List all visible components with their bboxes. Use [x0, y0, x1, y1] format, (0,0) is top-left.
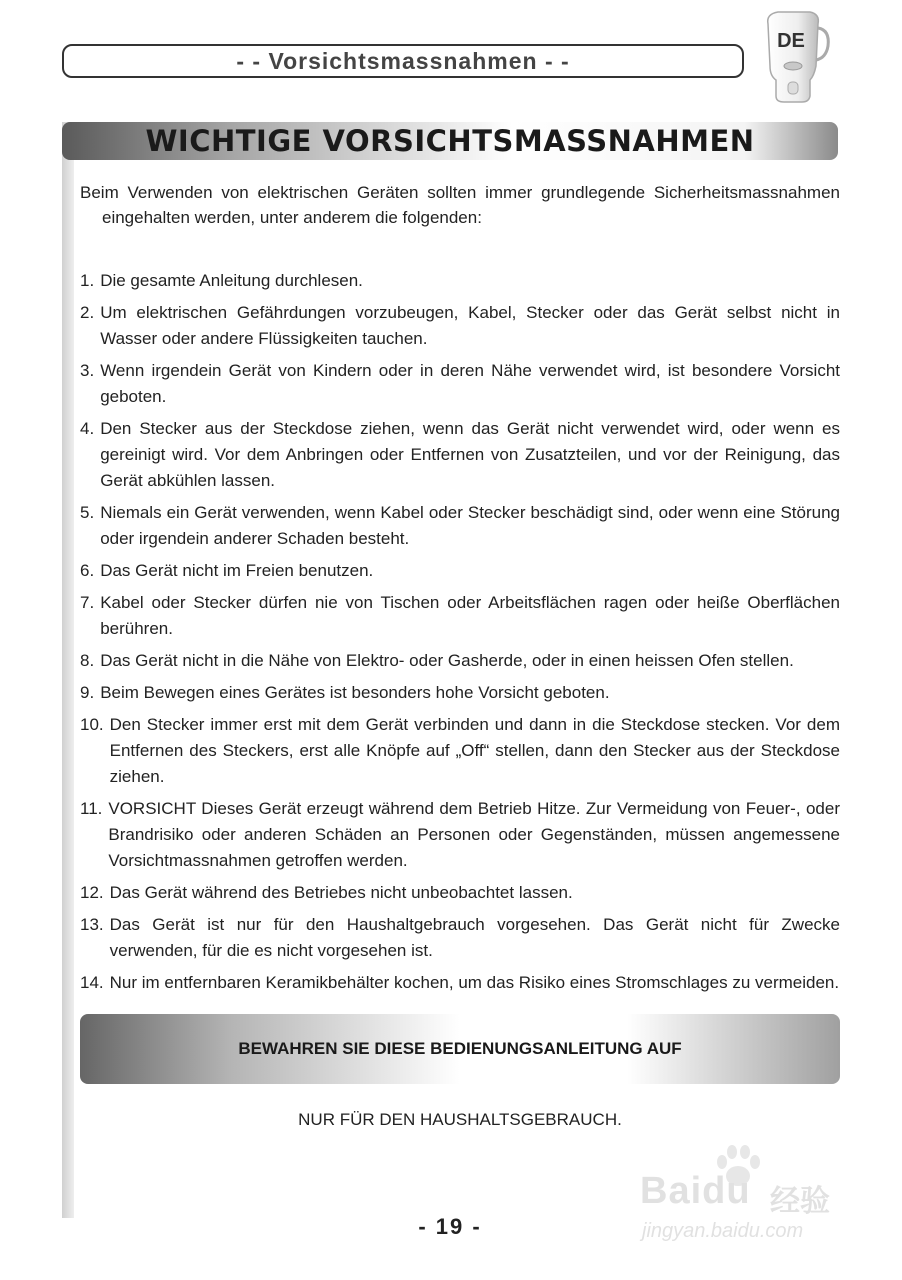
- list-item: [80, 300, 840, 352]
- list-item-text: Den Stecker aus der Steckdose ziehen, wenn das Gerät nicht verwendet wird, oder wenn es gereinigt wird. Vor dem Anbringen oder Entfernen von Zusatzteilen, und vor der Reinigung, das Gerät abkühlen lassen.: [100, 419, 840, 490]
- list-item: [80, 880, 840, 906]
- list-item: [80, 358, 840, 410]
- left-accent-bar: [62, 122, 74, 1218]
- list-item-text: Die gesamte Anleitung durchlesen.: [100, 271, 363, 290]
- list-item: [80, 680, 840, 706]
- safety-list: [80, 268, 840, 1002]
- list-item-text: Wenn irgendein Gerät von Kindern oder in deren Nähe verwendet wird, ist besondere Vorsicht geboten.: [100, 361, 840, 406]
- list-item-text: Kabel oder Stecker dürfen nie von Tischen oder Arbeitsflächen ragen oder heiße Oberflächen berühren.: [100, 593, 840, 638]
- list-item-text: Niemals ein Gerät verwenden, wenn Kabel oder Stecker beschädigt sind, oder wenn eine Störung oder irgendein anderer Schaden besteht.: [100, 503, 840, 548]
- list-item: [80, 912, 840, 964]
- list-item-number: 3.: [80, 361, 95, 380]
- list-item: [80, 796, 840, 874]
- list-item: [80, 416, 840, 494]
- list-item-number: 7.: [80, 593, 95, 612]
- list-item-number: 2.: [80, 303, 95, 322]
- list-item-number: 6.: [80, 561, 95, 580]
- list-item-number: 11.: [80, 799, 103, 818]
- list-item: [80, 712, 840, 790]
- list-item-text: Um elektrischen Gefährdungen vorzubeugen, Kabel, Stecker oder das Gerät selbst nicht in Wasser oder andere Flüssigkeiten tauchen.: [100, 303, 840, 348]
- list-item-text: Den Stecker immer erst mit dem Gerät verbinden und dann in die Steckdose stecken. Vor dem Entfernen des Steckers, erst alle Knöpfe auf „Off“ stellen, dann den Stecker aus der Steckdose ziehen.: [109, 715, 840, 786]
- list-item: [80, 590, 840, 642]
- list-item-text: Das Gerät nicht im Freien benutzen.: [100, 561, 374, 580]
- list-item-number: 10.: [80, 715, 104, 734]
- list-item-text: Das Gerät nicht in die Nähe von Elektro- oder Gasherde, oder in einen heissen Ofen stellen.: [100, 651, 794, 670]
- list-item: [80, 648, 840, 674]
- list-item-number: 9.: [80, 683, 95, 702]
- list-item-text: Das Gerät während des Betriebes nicht unbeobachtet lassen.: [109, 883, 573, 902]
- language-badge: DE: [777, 30, 805, 52]
- list-item-number: 12.: [80, 883, 104, 902]
- list-item: [80, 558, 840, 584]
- appliance-logo-icon: [754, 6, 834, 106]
- list-item: [80, 970, 840, 996]
- page-title: WICHTIGE VORSICHTSMASSNAHMEN: [145, 124, 755, 158]
- household-use-note: NUR FÜR DEN HAUSHALTSGEBRAUCH.: [298, 1110, 622, 1129]
- title-banner: [62, 122, 838, 160]
- list-item-text: Beim Bewegen eines Gerätes ist besonders hohe Vorsicht geboten.: [100, 683, 610, 702]
- section-header-title: - - Vorsichtsmassnahmen - -: [236, 47, 570, 74]
- list-item-number: 4.: [80, 419, 95, 438]
- keep-instructions-banner: [80, 1014, 840, 1084]
- section-header: [62, 44, 744, 78]
- list-item: [80, 268, 840, 294]
- list-item-number: 13.: [80, 915, 104, 934]
- watermark-cn: 经验: [770, 1185, 830, 1218]
- baidu-watermark: [640, 1150, 860, 1260]
- watermark-brand: Baidu: [640, 1170, 751, 1212]
- watermark-url: jingyan.baidu.com: [642, 1220, 804, 1242]
- intro-paragraph: Beim Verwenden von elektrischen Geräten sollten immer grundlegende Sicherheitsmassnahmen eingehalten werden, unter anderem die folgenden:: [80, 183, 840, 227]
- list-item-text: Nur im entfernbaren Keramikbehälter kochen, um das Risiko eines Stromschlages zu vermeiden.: [109, 973, 840, 992]
- list-item-text: Das Gerät ist nur für den Haushaltgebrauch vorgesehen. Das Gerät nicht für Zwecke verwenden, für die es nicht vorgesehen ist.: [109, 915, 840, 960]
- list-item-number: 1.: [80, 271, 95, 290]
- list-item-text: VORSICHT Dieses Gerät erzeugt während dem Betrieb Hitze. Zur Vermeidung von Feuer-, oder Brandrisiko oder anderen Schäden an Personen oder Gegenständen, müssen angemessene Vorsichtmassnahmen getroffen werden.: [108, 799, 840, 870]
- list-item: [80, 500, 840, 552]
- list-item-number: 5.: [80, 503, 95, 522]
- page-number: - 19 -: [418, 1214, 482, 1239]
- list-item-number: 14.: [80, 973, 104, 992]
- list-item-number: 8.: [80, 651, 95, 670]
- keep-instructions-text: BEWAHREN SIE DIESE BEDIENUNGSANLEITUNG AUF: [238, 1039, 682, 1058]
